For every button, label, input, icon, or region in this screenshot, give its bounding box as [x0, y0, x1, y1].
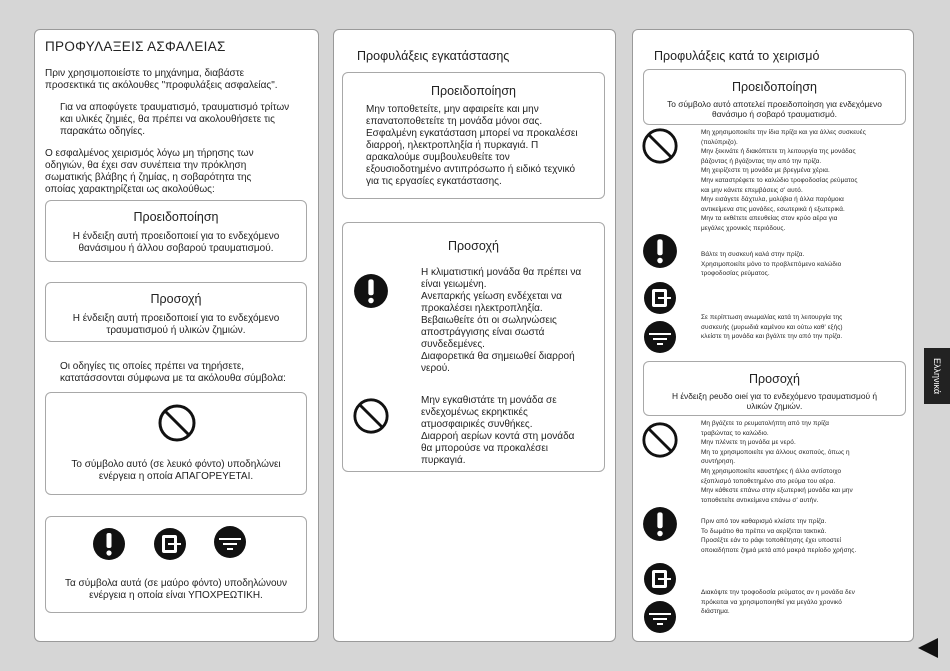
mandatory-exclamation-icon — [92, 527, 126, 561]
warning-text: Η ένδειξη αυτή προειδοποιεί για το ενδεχόμενο θανάσιμου ή άλλου σοβαρού τραυματισμού. — [72, 231, 280, 254]
install-caution-item1: Η κλιματιστική μονάδα θα πρέπει να είναι γειωμένη. Ανεπαρκής γείωση ενδέχεται να προκαλέσει ηλεκτροπληξία. Βεβαιωθείτε ότι οι σωληνώσεις αποστράγγισης είναι σωστά συνδεδεμένες. Διαφορετικά θα σημειωθεί διαρροή νερού. — [421, 267, 582, 374]
prohibit-icon — [641, 421, 679, 459]
install-caution-title: Προσοχή — [448, 239, 499, 253]
ground-icon — [643, 600, 677, 634]
caution-text: Η ένδειξη αυτή προειδοποιεί για το ενδεχόμενο τραυματισμού ή υλικών ζημιών. — [72, 313, 280, 336]
installation-title: Προφυλάξεις εγκατάστασης — [357, 49, 510, 63]
caution-title: Προσοχή — [150, 292, 202, 306]
warning-title: Προειδοποίηση — [133, 210, 219, 224]
previous-page-arrow-icon[interactable] — [918, 638, 938, 658]
caution-box — [45, 282, 307, 342]
install-caution-box — [342, 222, 605, 472]
exclamation-icon — [353, 273, 389, 309]
op-caution-text: Η ένδειξη ρeυδo οιeί για το ενδεχόμενο τραυματισμού ή υλικών ζημιών. — [671, 391, 878, 411]
language-tab-label: Ελληνικά — [932, 357, 942, 395]
op-caution-box — [643, 361, 906, 416]
unplug-icon — [153, 527, 187, 561]
op-warning-text: Το σύμβολο αυτό αποτελεί προειδοποίηση για ενδεχόμενο θανάσιμο ή σοβαρό τραυματισμό. — [667, 99, 882, 119]
op-warning-box — [643, 69, 906, 125]
panel-operation-precautions — [632, 29, 914, 642]
ground-icon — [213, 525, 247, 559]
op-warning-item1: Μη χρησιμοποιείτε την ίδια πρίζα και για άλλες συσκευές (πολύπριζο). Μην ξεκινάτε ή διακόπτετε τη λειτουργία της μονάδας βάζοντας ή βγάζοντας την από την πρίζα. Μη χειρίζεστε τη μονάδα με βρεγμένα χέρια. Μην καταστρέφετε το καλώδιο τροφοδοσίας ρεύματος και μην κάνετε επεμβάσεις σ' αυτό. Μην εισάγετε δάχτυλα, μολύβια ή άλλα παρόμοια αντικείμενα στις μονάδες, εσωτερικά ή εξωτερικά. Μην τα εκθέτετε απευθείας στον κρύο αέρα για μεγάλες χρονικές περιόδους. — [701, 129, 866, 232]
prohibit-icon — [352, 397, 390, 435]
symbols-intro: Οι οδηγίες τις οποίες πρέπει να τηρήσετε, κατατάσσονται σύμφωνα με τα ακόλουθα σύμβολα: — [60, 361, 286, 384]
operation-title: Προφυλάξεις κατά το χειρισμό — [654, 49, 820, 63]
install-warning-box — [342, 72, 605, 199]
ground-icon — [643, 320, 677, 354]
mandatory-text: Τα σύμβολα αυτά (σε μαύρο φόντο) υποδηλώνουν ενέργεια η οποία είναι ΥΠΟΧΡΕΩΤΙΚΗ. — [64, 578, 288, 601]
op-caution-item2: Πριν από τον καθαρισμό κλείστε την πρίζα. Το δωμάτιο θα πρέπει να αερίζεται τακτικά. Προσέξτε εάν το ράφι τοποθέτησης έχει υποστεί οποιαδήποτε ζημιά μετά από μακρά περίοδο χρήσης. — [701, 518, 857, 554]
op-caution-title: Προσοχή — [749, 372, 800, 386]
panel-general-precautions — [34, 29, 319, 642]
install-caution-item2: Μην εγκαθιστάτε τη μονάδα σε ενδεχομένως εκρηκτικές ατμοσφαιρικές συνθήκες. Διαρροή αερίων κοντά στη μονάδα θα μπορούσε να προκαλέσει πυρκαγιά. — [421, 395, 575, 466]
misuse-text: Ο εσφαλμένος χειρισμός λόγω μη τήρησης των οδηγιών, θα έχει σαν συνέπεια την πρόκληση σωματικής βλάβης ή ζημίας, η σοβαρότητα της οποίας χαρακτηρίζεται ως ακολούθως: — [45, 148, 254, 195]
panel-installation-precautions — [333, 29, 616, 642]
op-warning-item3: Σε περίπτωση ανωμαλίας κατά τη λειτουργία της συσκευής (μυρωδιά καμένου και ούτω καθ' εξής) κλείστε τη μονάδα και βγάλτε την από την πρίζα. — [701, 314, 843, 341]
intro-text: Πριν χρησιμοποιείστε το μηχάνημα, διαβάστε προσεκτικά τις ακόλουθες "προφυλάξεις ασφαλείας". — [45, 68, 278, 91]
page-title: ΠΡΟΦΥΛΑΞΕΙΣ ΑΣΦΑΛΕΙΑΣ — [45, 39, 226, 54]
language-tab[interactable] — [924, 348, 950, 404]
op-caution-item3: Διακόψτε την τροφοδοσία ρεύματος αν η μονάδα δεν πρόκειται να χρησιμοποιηθεί για μεγάλο χρονικό διάστημα. — [701, 589, 855, 616]
warning-box — [45, 200, 307, 262]
prohibit-icon — [157, 403, 197, 443]
prohibit-text: Το σύμβολο αυτό (σε λευκό φόντο) υποδηλώνει ενέργεια η οποία ΑΠΑΓΟΡΕΥΕΤΑΙ. — [71, 459, 281, 482]
prohibit-icon — [641, 127, 679, 165]
install-warning-title: Προειδοποίηση — [431, 84, 516, 98]
unplug-icon — [643, 281, 677, 315]
prohibit-box — [45, 392, 307, 495]
op-caution-item1: Μη βγάζετε το ρευματολήπτη από την πρίζα τραβώντας το καλώδιο. Μην πλένετε τη μονάδα με νερό. Μη τo χρησιμοποιείτε για άλλους σκοπούς, όπως η συντήρηση. Μη χρησιμοποιείτε καυστήρες ή άλλο αντίστοιχο εξοπλισμό τοποθετημένο στο ρεύμα του αέρα. Μην κάθεστε επάνω στην εξωτερική μονάδα και μην τοποθετείτε αντικείμενα επάνω σ' αυτήν. — [701, 420, 853, 504]
mandatory-box — [45, 516, 307, 613]
exclamation-icon — [642, 506, 678, 542]
install-warning-text: Μην τοποθετείτε, μην αφαιρείτε και μην επανατοποθετείτε τη μονάδα μόνοι σας. Εσφαλμένη εγκατάσταση μπορεί να προκαλέσει διαρροή, ηλεκτροπληξία ή πυρκαγιά. Π αρακαλούμε συμβουλευθείτε τον εξουσιοδοτημένο αντιπρόσωπο ή ειδικό τεχνικό για τις εργασίες εγκατάστασης. — [366, 104, 578, 187]
op-warning-title: Προειδοποίηση — [732, 80, 817, 94]
unplug-icon — [643, 562, 677, 596]
avoid-injury-text: Για να αποφύγετε τραυματισμό, τραυματισμό τρίτων και υλικές ζημιές, θα πρέπει να ακολουθήσετε τις παρακάτω οδηγίες. — [60, 102, 290, 137]
op-warning-item2: Βάλτε τη συσκευή καλά στην πρίζα. Χρησιμοποιείτε μόνο το προβλεπόμενο καλώδιο τροφοδοσίας ρεύματος. — [701, 251, 842, 278]
exclamation-icon — [642, 233, 678, 269]
